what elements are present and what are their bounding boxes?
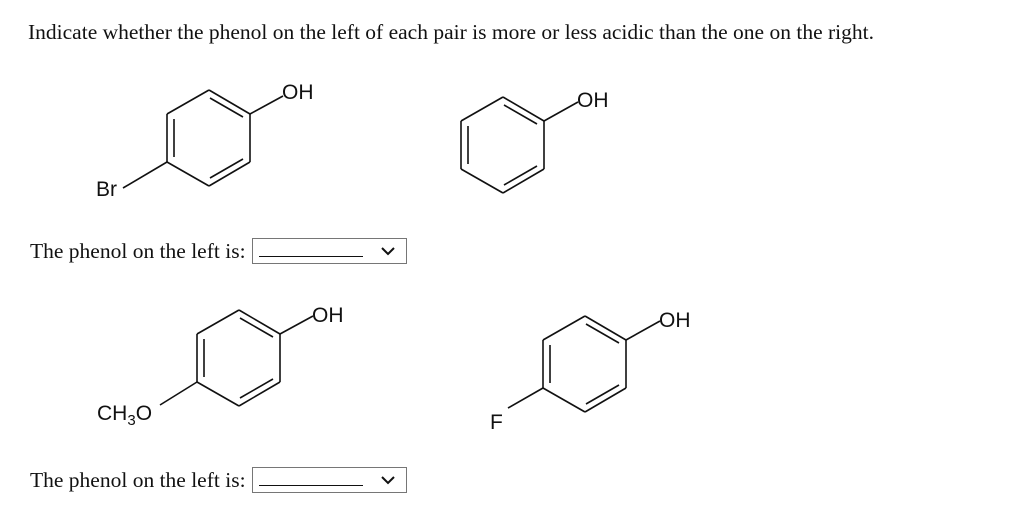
hydroxyl-label: OH (312, 304, 344, 327)
benzene-ring (461, 97, 544, 193)
chevron-down-icon (380, 244, 396, 258)
pair2-left-structure (90, 300, 370, 435)
pair1-left-molecule (90, 80, 330, 210)
acidity-select-1[interactable] (252, 238, 407, 264)
selected-value (259, 256, 363, 257)
benzene-ring (167, 90, 250, 186)
methoxy-label: $CH_3O$ (97, 402, 153, 429)
bromo-label: Br (96, 178, 117, 201)
oh-bond (250, 96, 283, 114)
methoxy-bond (160, 382, 197, 405)
fluoro-label: F (490, 411, 503, 434)
hydroxyl-label: OH (659, 309, 691, 332)
pair2-right-structure (480, 305, 720, 435)
pair2-left-molecule (90, 300, 370, 435)
selected-value (259, 485, 363, 486)
benzene-ring (197, 310, 280, 406)
pair1-right-molecule (440, 85, 640, 210)
hydroxyl-label: OH (282, 81, 314, 104)
acidity-select-2[interactable] (252, 467, 407, 493)
answer-label: The phenol on the left is: (30, 467, 246, 492)
chevron-down-icon (380, 473, 396, 487)
pair1-left-structure (90, 80, 330, 210)
oh-bond (626, 321, 660, 340)
hydroxyl-label: OH (577, 89, 609, 112)
oh-bond (544, 102, 578, 121)
answer-label: The phenol on the left is: (30, 238, 246, 263)
fluoro-bond (508, 388, 543, 408)
benzene-ring (543, 316, 626, 412)
pair2-right-molecule (480, 305, 720, 435)
answer-row-1 (30, 236, 407, 266)
question-text: Indicate whether the phenol on the left of each pair is more or less acidic than the one on the right. (28, 20, 874, 44)
br-bond (123, 162, 167, 188)
pair1-right-structure (440, 85, 640, 210)
answer-row-2 (30, 465, 407, 495)
oh-bond (280, 316, 313, 334)
